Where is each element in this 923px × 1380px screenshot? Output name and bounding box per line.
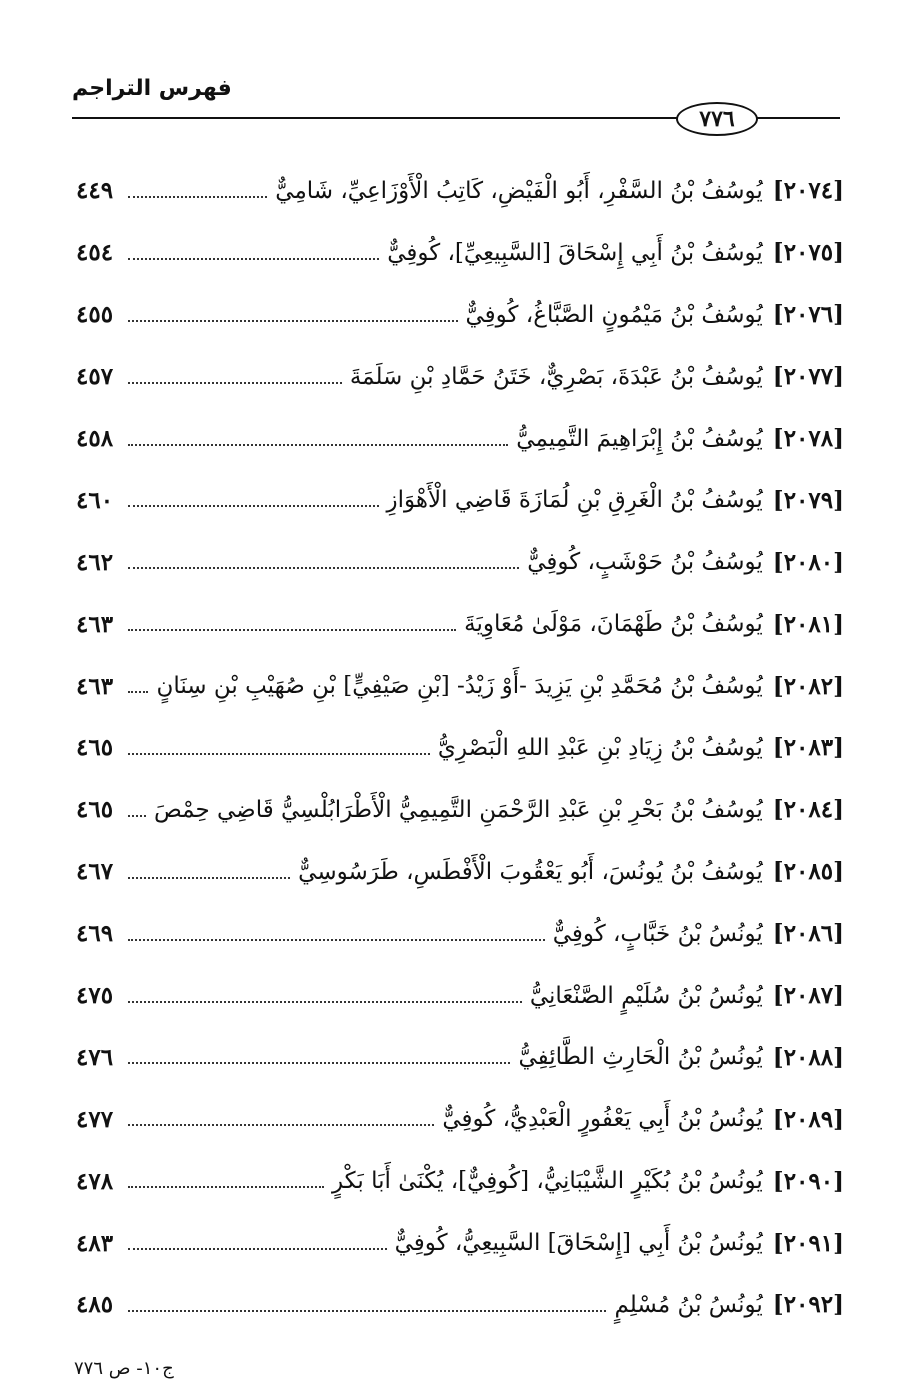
- index-entry: [76, 779, 844, 841]
- dot-leader: [128, 1062, 510, 1064]
- entry-number: [٢٠٨٧]: [772, 982, 844, 1010]
- index-entry: [76, 965, 844, 1027]
- entry-page-number: ٤٨٣: [76, 1229, 114, 1257]
- entry-name: يُوسُفُ بْنُ مُحَمَّدِ بْنِ يَزِيدَ -أَوْ زَيْدُ- [بْنِ صَيْفِيٍّ] بْنِ صُهَيْبِ بْنِ سِنَانٍ: [156, 673, 763, 700]
- entry-page-number: ٤٦٥: [76, 796, 114, 824]
- entry-number: [٢٠٧٩]: [772, 486, 844, 514]
- footer-page-ref: ج١٠- ص ٧٧٦: [74, 1358, 174, 1379]
- entry-number: [٢٠٩١]: [772, 1229, 844, 1257]
- entry-number: [٢٠٨٨]: [772, 1043, 844, 1071]
- entry-name: يُونُسُ بْنُ مُسْلِمٍ: [614, 1291, 763, 1318]
- entry-number: [٢٠٨٥]: [772, 858, 844, 886]
- dot-leader: [128, 196, 267, 198]
- entry-page-number: ٤٧٨: [76, 1167, 114, 1195]
- index-entries-list: [76, 160, 844, 1336]
- dot-leader: [128, 382, 342, 384]
- entry-name: يُوسُفُ بْنُ زِيَادِ بْنِ عَبْدِ اللهِ الْبَصْرِيُّ: [437, 734, 763, 761]
- entry-page-number: ٤٦٣: [76, 610, 114, 638]
- page-number-badge: ٧٧٦: [676, 102, 758, 136]
- entry-name: يُوسُفُ بْنُ السَّفْرِ، أَبُو الْفَيْضِ، كَاتِبُ الْأَوْزَاعِيِّ، شَامِيٌّ: [275, 177, 763, 204]
- entry-page-number: ٤٦٥: [76, 734, 114, 762]
- entry-name: يُوسُفُ بْنُ إِبْرَاهِيمَ التَّمِيمِيُّ: [516, 425, 763, 452]
- dot-leader: [128, 1124, 434, 1126]
- entry-number: [٢٠٨١]: [772, 610, 844, 638]
- dot-leader: [128, 815, 146, 817]
- entry-page-number: ٤٧٧: [76, 1105, 114, 1133]
- index-entry: [76, 593, 844, 655]
- entry-number: [٢٠٧٧]: [772, 363, 844, 391]
- entry-name: يُونُسُ بْنُ أَبِي يَعْفُورٍ الْعَبْدِيُّ، كُوفِيٌّ: [442, 1106, 763, 1133]
- entry-name: يُوسُفُ بْنُ يُونُسَ، أَبُو يَعْقُوبَ الْأَفْطَسِ، طَرَسُوسِيٌّ: [298, 858, 763, 885]
- entry-name: يُونُسُ بْنُ سُلَيْمٍ الصَّنْعَانِيُّ: [529, 982, 763, 1009]
- index-entry: [76, 655, 844, 717]
- running-header: [72, 76, 840, 136]
- index-entry: [76, 222, 844, 284]
- dot-leader: [128, 258, 379, 260]
- entry-name: يُوسُفُ بْنُ بَحْرِ بْنِ عَبْدِ الرَّحْمَنِ التَّمِيمِيُّ الْأَطْرَابُلْسِيُّ قَاضِي حِمْصَ: [153, 796, 763, 823]
- entry-name: يُونُسُ بْنُ الْحَارِثِ الطَّائِفِيُّ: [518, 1044, 763, 1071]
- dot-leader: [128, 444, 508, 446]
- dot-leader: [128, 939, 545, 941]
- entry-name: يُوسُفُ بْنُ طَهْمَانَ، مَوْلَىٰ مُعَاوِيَةَ: [464, 611, 763, 638]
- entry-name: يُونُسُ بْنُ أَبِي [إِسْحَاقَ] السَّبِيعِيُّ، كُوفِيٌّ: [394, 1230, 763, 1257]
- index-entry: [76, 1274, 844, 1336]
- index-entry: [76, 531, 844, 593]
- index-entry: [76, 903, 844, 965]
- dot-leader: [128, 691, 148, 693]
- dot-leader: [128, 1310, 606, 1312]
- entry-page-number: ٤٥٥: [76, 301, 114, 329]
- entry-number: [٢٠٧٨]: [772, 425, 844, 452]
- entry-page-number: ٤٦٣: [76, 672, 114, 700]
- dot-leader: [128, 753, 430, 755]
- entry-name: يُوسُفُ بْنُ مَيْمُونٍ الصَّبَّاغُ، كُوفِيٌّ: [465, 301, 763, 328]
- entry-name: يُوسُفُ بْنُ أَبِي إِسْحَاقَ [السَّبِيعِيِّ]، كُوفِيٌّ: [387, 239, 763, 266]
- entry-page-number: ٤٧٦: [76, 1043, 114, 1071]
- entry-number: [٢٠٩٠]: [772, 1167, 844, 1195]
- index-entry: [76, 717, 844, 779]
- entry-number: [٢٠٩٢]: [772, 1291, 844, 1319]
- index-entry: [76, 841, 844, 903]
- entry-page-number: ٤٦٩: [76, 920, 114, 948]
- entry-name: يُونُسُ بْنُ خَبَّابٍ، كُوفِيٌّ: [552, 920, 763, 947]
- dot-leader: [128, 877, 290, 879]
- entry-page-number: ٤٧٥: [76, 982, 114, 1010]
- entry-number: [٢٠٧٥]: [772, 239, 844, 267]
- entry-number: [٢٠٨٤]: [772, 796, 844, 824]
- entry-name: يُوسُفُ بْنُ عَبْدَةَ، بَصْرِيٌّ، خَتَنُ حَمَّادِ بْنِ سَلَمَةَ: [349, 363, 763, 390]
- entry-page-number: ٤٦٢: [76, 548, 114, 576]
- entry-page-number: ٤٥٨: [76, 425, 114, 452]
- entry-name: يُونُسُ بْنُ بُكَيْرٍ الشَّيْبَانِيُّ، [كُوفِيٌّ]، يُكْنَىٰ أَبَا بَكْرٍ: [331, 1168, 763, 1195]
- index-entry: [76, 1150, 844, 1212]
- index-entry: [76, 408, 844, 470]
- dot-leader: [128, 1001, 522, 1003]
- entry-page-number: ٤٤٩: [76, 177, 114, 205]
- entry-name: يُوسُفُ بْنُ حَوْشَبٍ، كُوفِيٌّ: [527, 549, 763, 576]
- entry-page-number: ٤٨٥: [76, 1291, 114, 1319]
- index-entry: [76, 469, 844, 531]
- entry-page-number: ٤٦٧: [76, 858, 114, 886]
- entry-number: [٢٠٨٦]: [772, 920, 844, 948]
- entry-page-number: ٤٥٧: [76, 363, 114, 391]
- index-entry: [76, 284, 844, 346]
- entry-number: [٢٠٨٢]: [772, 672, 844, 700]
- dot-leader: [128, 1186, 324, 1188]
- index-entry: [76, 346, 844, 408]
- index-entry: [76, 1088, 844, 1150]
- entry-number: [٢٠٨٩]: [772, 1105, 844, 1133]
- entry-page-number: ٤٦٠: [76, 486, 114, 514]
- index-entry: [76, 1026, 844, 1088]
- index-entry: [76, 1212, 844, 1274]
- entry-page-number: ٤٥٤: [76, 239, 114, 267]
- entry-number: [٢٠٨٣]: [772, 734, 844, 762]
- dot-leader: [128, 505, 379, 507]
- dot-leader: [128, 629, 456, 631]
- dot-leader: [128, 567, 519, 569]
- index-title: فهرس التراجم: [72, 76, 232, 101]
- dot-leader: [128, 1248, 387, 1250]
- entry-number: [٢٠٨٠]: [772, 548, 844, 576]
- entry-number: [٢٠٧٦]: [772, 301, 844, 329]
- index-entry: [76, 160, 844, 222]
- entry-number: [٢٠٧٤]: [772, 177, 844, 205]
- dot-leader: [128, 320, 458, 322]
- entry-name: يُوسُفُ بْنُ الْغَرِقِ بْنِ لُمَازَةَ قَاضِي الْأَهْوَازِ: [386, 487, 763, 514]
